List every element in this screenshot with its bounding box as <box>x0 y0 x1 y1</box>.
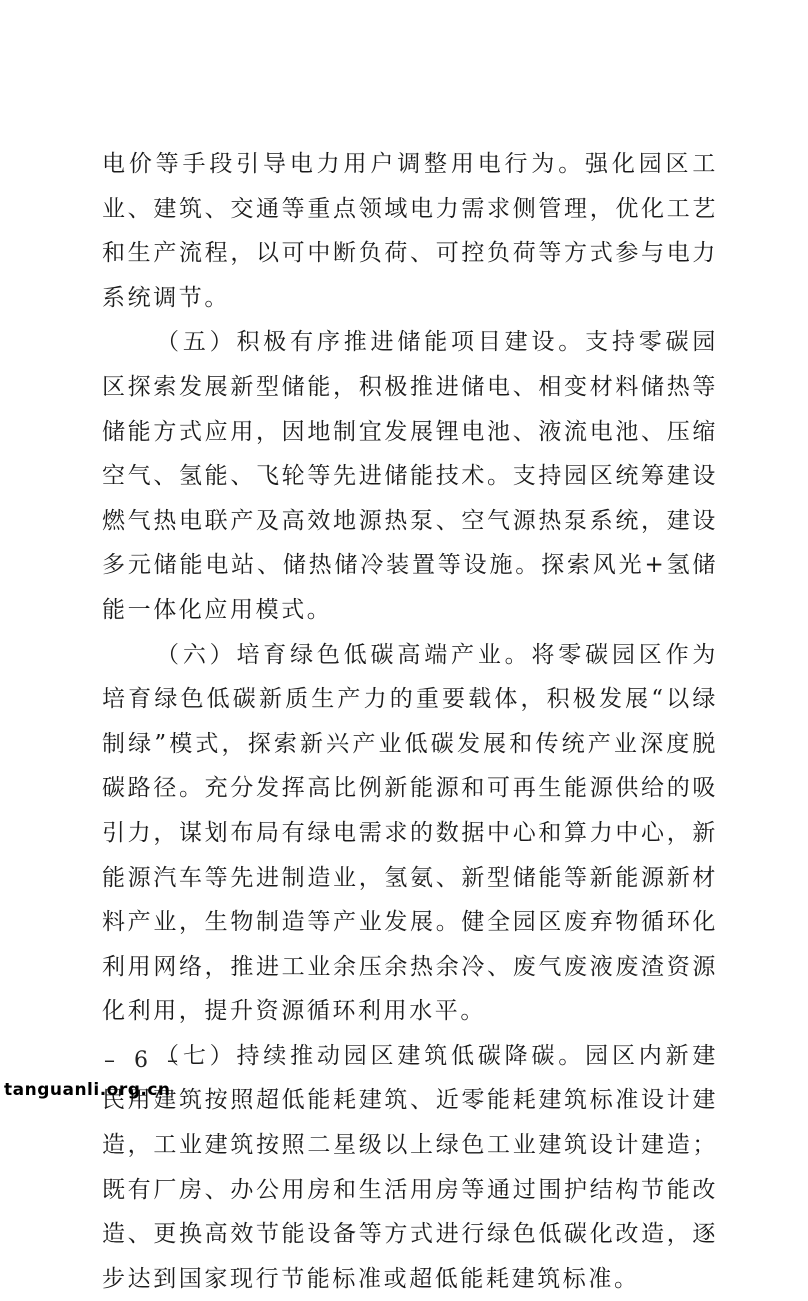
section-heading-7: （七）持续推动园区建筑低碳降碳。 <box>156 1042 586 1069</box>
section-heading-5: （五）积极有序推进储能项目建设。 <box>156 329 586 356</box>
paragraph-building-carbon <box>102 1034 718 1301</box>
paragraph-continuation <box>102 142 718 320</box>
paragraph-text: 电价等手段引导电力用户调整用电行为。强化园区工业、建筑、交通等重点领域电力需求侧管理，优化工艺和生产流程，以可中断负荷、可控负荷等方式参与电力系统调节。 <box>102 151 718 311</box>
paragraph-text: 园区内新建民用建筑按照超低能耗建筑、近零能耗建筑标准设计建造，工业建筑按照二星级以上绿色工业建筑设计建造；既有厂房、办公用房和生活用房等通过围护结构节能改造、更换高效节能设备等方式进行绿色低碳化改造，逐步达到国家现行节能标准或超低能耗建筑标准。 <box>102 1042 719 1292</box>
paragraph-green-industry <box>102 633 718 1034</box>
watermark: tanguanli.org.cn <box>4 1080 171 1100</box>
page-number: – 6 – <box>104 1048 184 1073</box>
paragraph-text: 支持零碳园区探索发展新型储能，积极推进储电、相变材料储热等储能方式应用，因地制宜发展锂电池、液流电池、压缩空气、氢能、飞轮等先进储能技术。支持园区统筹建设燃气热电联产及高效地源热泵、空气源热泵系统，建设多元储能电站、储热储冷装置等设施。探索风光+氢储能一体化应用模式。 <box>102 329 719 623</box>
paragraph-text: 将零碳园区作为培育绿色低碳新质生产力的重要载体，积极发展“以绿制绿”模式，探索新兴产业低碳发展和传统产业深度脱碳路径。充分发挥高比例新能源和可再生能源供给的吸引力，谋划布局有绿电需求的数据中心和算力中心，新能源汽车等先进制造业，氢氨、新型储能等新能源新材料产业，生物制造等产业发展。健全园区废弃物循环化利用网络，推进工业余压余热余冷、废气废液废渣资源化利用，提升资源循环利用水平。 <box>102 641 719 1025</box>
paragraph-energy-storage <box>102 320 718 632</box>
body-text <box>102 142 718 1301</box>
section-heading-6: （六）培育绿色低碳高端产业。 <box>156 641 532 668</box>
